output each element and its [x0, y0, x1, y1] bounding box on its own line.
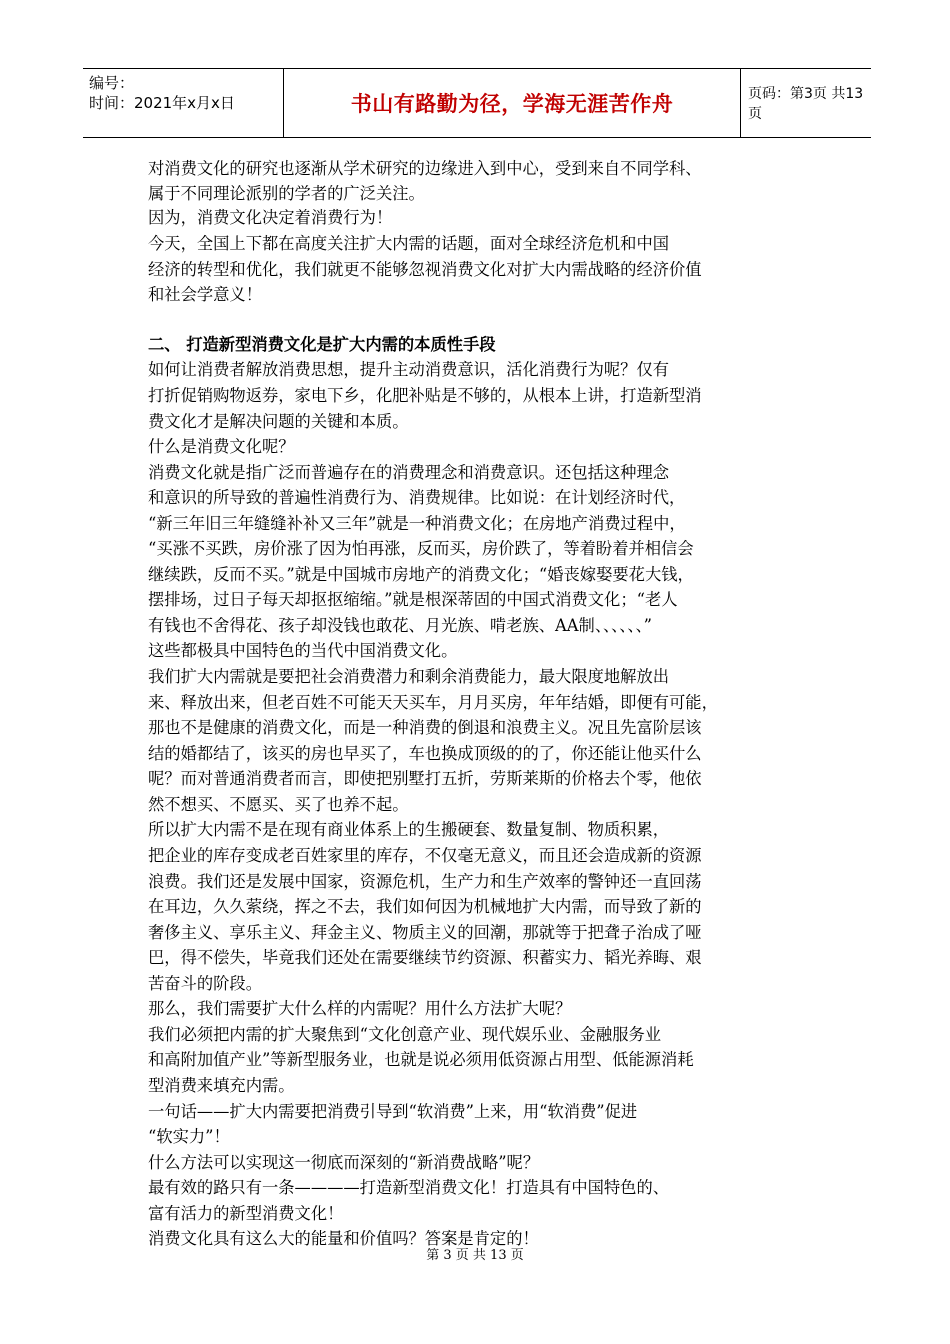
- text-line: 那么，我们需要扩大什么样的内需呢？用什么方法扩大呢？: [148, 999, 572, 1018]
- text-line: 我们扩大内需就是要把社会消费潜力和剩余消费能力，最大限度地解放出: [148, 667, 670, 686]
- text-line: 富有活力的新型消费文化！: [148, 1204, 344, 1223]
- text-line: 苦奋斗的阶段。: [148, 974, 262, 993]
- header-page-code: 页码：第3页 共13页: [748, 86, 864, 122]
- text-line: 最有效的路只有一条————打造新型消费文化！打造具有中国特色的、: [148, 1178, 670, 1197]
- text-line: “新三年旧三年缝缝补补又三年”就是一种消费文化；在房地产消费过程中，: [148, 514, 686, 533]
- text-line: 费文化才是解决问题的关键和本质。: [148, 412, 409, 431]
- text-line: 把企业的库存变成老百姓家里的库存，不仅毫无意义，而且还会造成新的资源: [148, 846, 702, 865]
- text-line: 和意识的所导致的普遍性消费行为、消费规律。比如说：在计划经济时代，: [148, 488, 686, 507]
- text-line: 如何让消费者解放消费思想，提升主动消费意识，活化消费行为呢？仅有: [148, 360, 670, 379]
- text-line: 继续跌，反而不买。”就是中国城市房地产的消费文化；“婚丧嫁娶要花大钱，: [148, 565, 694, 584]
- number-label: 编号：: [89, 74, 135, 92]
- text-line: 和高附加值产业”等新型服务业，也就是说必须用低资源占用型、低能源消耗: [148, 1050, 694, 1069]
- header-motto: 书山有路勤为径，学海无涯苦作舟: [283, 69, 741, 137]
- text-line: 来、释放出来，但老百姓不可能天天买车，月月买房，年年结婚，即便有可能，: [148, 693, 718, 712]
- text-line: 我们必须把内需的扩大聚焦到“文化创意产业、现代娱乐业、金融服务业: [148, 1025, 662, 1044]
- header-meta: [83, 69, 283, 137]
- section-heading: 二、 打造新型消费文化是扩大内需的本质性手段: [148, 335, 496, 354]
- text-line: 所以扩大内需不是在现有商业体系上的生搬硬套、数量复制、物质积累，: [148, 820, 670, 839]
- text-line: 一句话——扩大内需要把消费引导到“软消费”上来，用“软消费”促进: [148, 1102, 638, 1121]
- text-line: 打折促销购物返券，家电下乡，化肥补贴是不够的，从根本上讲，打造新型消: [148, 386, 702, 405]
- text-line: 经济的转型和优化，我们就更不能够忽视消费文化对扩大内需战略的经济价值: [148, 260, 702, 279]
- text-line: 奢侈主义、享乐主义、拜金主义、物质主义的回潮，那就等于把聋子治成了哑: [148, 923, 702, 942]
- text-line: 呢？而对普通消费者而言，即使把别墅打五折，劳斯莱斯的价格去个零，他依: [148, 769, 702, 788]
- text-line: 在耳边，久久萦绕，挥之不去，我们如何因为机械地扩大内需，而导致了新的: [148, 897, 702, 916]
- page-header: [83, 68, 871, 138]
- text-line: 对消费文化的研究也逐渐从学术研究的边缘进入到中心，受到来自不同学科、: [148, 159, 702, 178]
- text-line: 消费文化具有这么大的能量和价值吗？答案是肯定的！: [148, 1229, 539, 1248]
- text-line: 那也不是健康的消费文化，而是一种消费的倒退和浪费主义。况且先富阶层该: [148, 718, 702, 737]
- text-line: “买涨不买跌，房价涨了因为怕再涨，反而买，房价跌了，等着盼着并相信会: [148, 539, 694, 558]
- text-line: 这些都极具中国特色的当代中国消费文化。: [148, 641, 458, 660]
- text-line: 巴，得不偿失，毕竟我们还处在需要继续节约资源、积蓄实力、韬光养晦、艰: [148, 948, 702, 967]
- text-line: 型消费来填充内需。: [148, 1076, 295, 1095]
- text-line: 然不想买、不愿买、买了也养不起。: [148, 795, 409, 814]
- page-footer: 第 3 页 共 13 页: [426, 1248, 524, 1263]
- time-label: 时间：2021年x月x日: [89, 94, 235, 112]
- text-line: 什么方法可以实现这一彻底而深刻的“新消费战略”呢？: [148, 1153, 540, 1172]
- text-line: 浪费。我们还是发展中国家，资源危机，生产力和生产效率的警钟还一直回荡: [148, 872, 702, 891]
- text-line: “软实力”！: [148, 1127, 230, 1146]
- text-line: 摆排场，过日子每天却抠抠缩缩。”就是根深蒂固的中国式消费文化；“老人: [148, 590, 678, 609]
- text-line: 结的婚都结了，该买的房也早买了，车也换成顶级的的了，你还能让他买什么: [148, 744, 702, 763]
- text-line: 消费文化就是指广泛而普遍存在的消费理念和消费意识。还包括这种理念: [148, 463, 670, 482]
- text-line: 有钱也不舍得花、孩子却没钱也敢花、月光族、啃老族、AA制、、、、、、”: [148, 616, 652, 635]
- text-line: 因为，消费文化决定着消费行为！: [148, 208, 393, 227]
- text-line: 和社会学意义！: [148, 285, 262, 304]
- text-line: 属于不同理论派别的学者的广泛关注。: [148, 184, 425, 203]
- text-line: 什么是消费文化呢？: [148, 437, 295, 456]
- text-line: 今天，全国上下都在高度关注扩大内需的话题，面对全球经济危机和中国: [148, 234, 670, 253]
